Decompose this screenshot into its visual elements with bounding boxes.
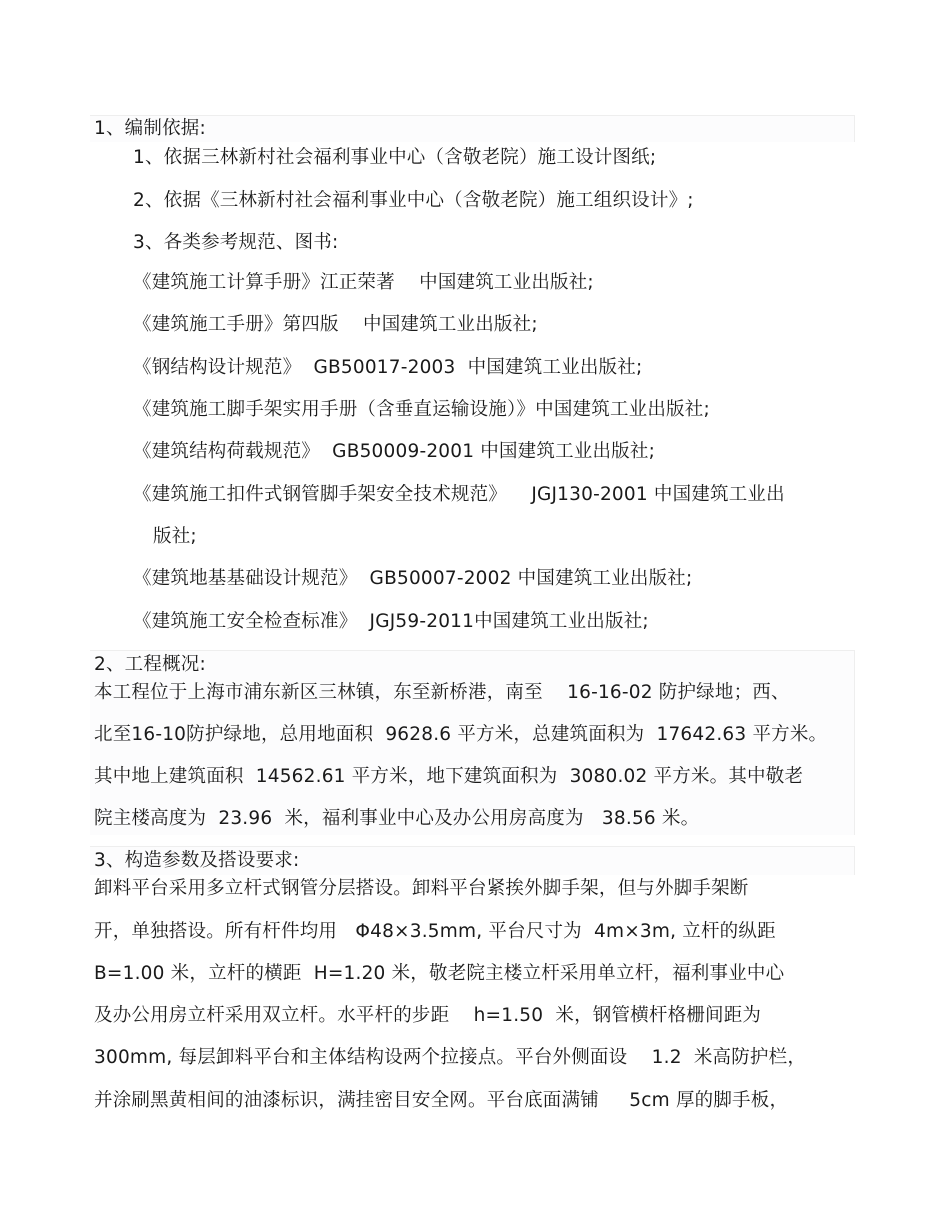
section-1-heading: 1、编制依据: bbox=[94, 118, 206, 139]
overview-line-4: 院主楼高度为 23.96 米，福利事业中心及办公用房高度为 38.56 米。 bbox=[94, 808, 700, 829]
reference-7: 《建筑地基基础设计规范》 GB50007-2002 中国建筑工业出版社; bbox=[133, 568, 693, 589]
construction-line-5: 300mm, 每层卸料平台和主体结构设两个拉接点。平台外侧面设 1.2 米高防护栏， bbox=[94, 1047, 807, 1068]
reference-3: 《钢结构设计规范》 GB50017-2003 中国建筑工业出版社; bbox=[133, 357, 643, 378]
reference-5: 《建筑结构荷载规范》 GB50009-2001 中国建筑工业出版社; bbox=[133, 441, 656, 462]
reference-1: 《建筑施工计算手册》江正荣著 中国建筑工业出版社; bbox=[133, 272, 594, 293]
overview-line-2: 北至16-10防护绿地，总用地面积 9628.6 平方米，总建筑面积为 17642.63 平方米。 bbox=[94, 724, 828, 745]
basis-item-2: 2、依据《三林新村社会福利事业中心（含敬老院）施工组织设计》; bbox=[133, 190, 694, 211]
construction-line-4: 及办公用房立杆采用双立杆。水平杆的步距 h=1.50 米，钢管横杆格栅间距为 bbox=[94, 1005, 762, 1026]
construction-line-3: B=1.00 米，立杆的横距 H=1.20 米，敬老院主楼立杆采用单立杆，福利事业中心 bbox=[94, 963, 785, 984]
reference-8: 《建筑施工安全检查标准》 JGJ59-2011中国建筑工业出版社; bbox=[133, 611, 649, 632]
reference-6-continued: 版社; bbox=[153, 526, 197, 547]
construction-line-2: 开，单独搭设。所有杆件均用 Φ48×3.5mm, 平台尺寸为 4m×3m, 立杆的纵距 bbox=[94, 921, 776, 942]
section-3-heading: 3、构造参数及搭设要求: bbox=[94, 850, 300, 871]
overview-line-1: 本工程位于上海市浦东新区三林镇，东至新桥港，南至 16-16-02 防护绿地；西、 bbox=[94, 682, 790, 703]
basis-item-3: 3、各类参考规范、图书: bbox=[133, 232, 339, 253]
overview-line-3: 其中地上建筑面积 14562.61 平方米，地下建筑面积为 3080.02 平方米。其中敬老 bbox=[94, 766, 804, 787]
construction-line-6: 并涂刷黑黄相间的油漆标识，满挂密目安全网。平台底面满铺 5cm 厚的脚手板， bbox=[94, 1090, 789, 1111]
reference-4: 《建筑施工脚手架实用手册（含垂直运输设施）》中国建筑工业出版社; bbox=[133, 399, 710, 420]
construction-line-1: 卸料平台采用多立杆式钢管分层搭设。卸料平台紧挨外脚手架，但与外脚手架断 bbox=[94, 878, 749, 899]
reference-6: 《建筑施工扣件式钢管脚手架安全技术规范》 JGJ130-2001 中国建筑工业出 bbox=[133, 484, 785, 505]
section-2-heading: 2、工程概况: bbox=[94, 654, 206, 675]
basis-item-1: 1、依据三林新村社会福利事业中心（含敬老院）施工设计图纸; bbox=[133, 147, 657, 168]
reference-2: 《建筑施工手册》第四版 中国建筑工业出版社; bbox=[133, 314, 538, 335]
